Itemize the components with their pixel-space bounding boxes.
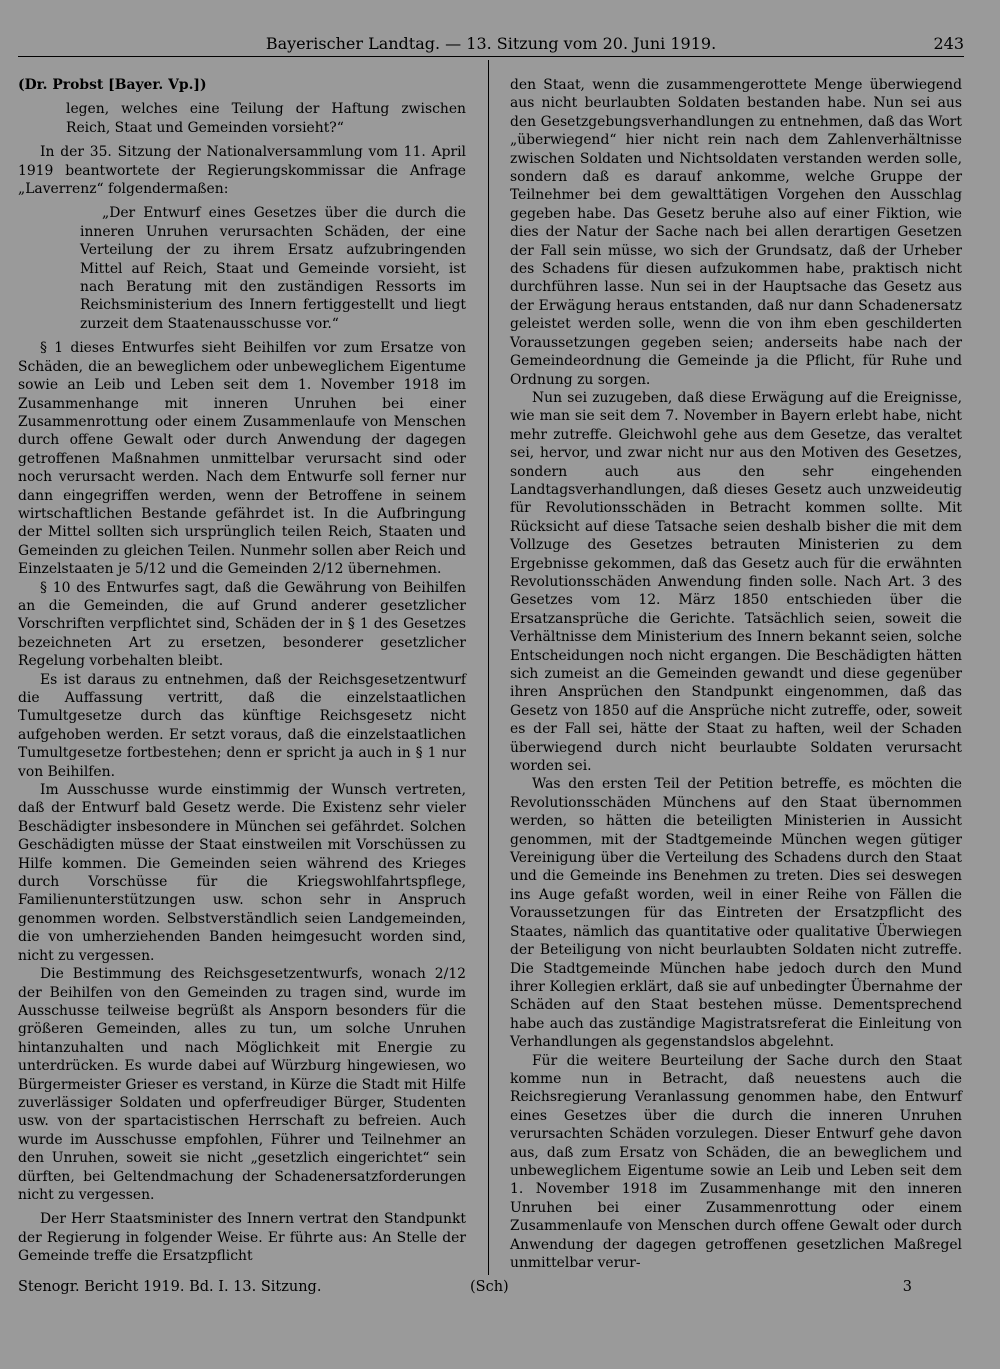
running-title: Bayerischer Landtag. — 13. Sitzung vom 20. Juni 1919. (265, 34, 717, 53)
page-header (18, 32, 964, 57)
paragraph: Der Herr Staatsminister des Innern vertrat den Standpunkt der Regierung in folgender Weise. Er führte aus: An Stelle der Gemeinde treffe die Ersatzpflicht (18, 1211, 466, 1265)
footer-printer-mark: (Sch) (470, 1279, 509, 1295)
page-number: 243 (933, 34, 964, 53)
paragraph: § 1 dieses Entwurfes sieht Beihilfen vor zum Ersatze von Schäden, die an beweglichem oder unbeweglichem Eigentume sowie an Leib und Leben seit dem 1. November 1918 im Zusammenhange mit inneren Unruhen bei einer Zusammenrottung oder einem Zusammenlaufe von Menschen durch offene Gewalt oder durch Anwendung der dagegen getroffenen Maßnahmen unmittelbar verursacht sind oder noch verursacht werden. Nach dem Entwurfe soll ferner nur dann eingegriffen werden, wenn der Betroffene in seinem wirtschaftlichen Bestande gefährdet ist. In die Aufbringung der Mittel sollten sich ursprünglich teilen Reich, Staaten und Gemeinden zu gleichen Teilen. Nunmehr sollen aber Reich und Einzelstaaten je 5/12 und die Gemeinden 2/12 übernehmen. (18, 340, 466, 578)
paragraph: den Staat, wenn die zusammengerottete Menge überwiegend aus nicht beurlaubten Soldaten bestanden habe. Nun sei aus den Gesetzgebungsverhandlungen zu entnehmen, daß das Wort „überwiegend“ hier nicht rein nach dem Zahlenverhältnisse zwischen Soldaten und Nichtsoldaten verstanden werden solle, sondern daß es darauf ankomme, welche Gruppe der Teilnehmer bei dem gewalttätigen Vorgehen den Ausschlag gegeben habe. Das Gesetz beruhe also auf einer Fiktion, wie dies der Natur der Sache nach bei allen derartigen Gesetzen der Fall sein müsse, wo sich der Grundsatz, daß der Urheber des Schadens für diesen aufzukommen habe, praktisch nicht durchführen lasse. Nun sei in der Hauptsache das Gesetz aus der Erwägung heraus entstanden, daß nur dann Schadenersatz geleistet werden solle, wenn die von ihm eben geschilderten Voraussetzungen gegeben seien; anderseits habe nach der Gemeindeordnung die Gemeinde ja die Pflicht, für Ruhe und Ordnung zu sorgen. (510, 77, 962, 388)
footer-signature: 3 (902, 1279, 912, 1295)
column-divider (488, 60, 489, 1275)
paragraph: Es ist daraus zu entnehmen, daß der Reichsgesetzentwurf die Auffassung vertritt, daß die einzelstaatlichen Tumultgesetze durch das künftige Reichsgesetz nicht aufgehoben werden. Er setzt voraus, daß die einzelstaatlichen Tumultgesetze fortbestehen; denn er spricht ja auch in § 1 nur von Beihilfen. (18, 671, 466, 780)
paragraph: § 10 des Entwurfes sagt, daß die Gewährung von Beihilfen an die Gemeinden, die auf Grund anderer gesetzlicher Vorschriften verpflichtet sind, Schäden der in § 1 des Gesetzes bezeichneten Art zu ersetzen, besonderer gesetzlicher Regelung vorbehalten bleibt. (18, 579, 466, 670)
left-column (18, 76, 466, 1266)
paragraph: In der 35. Sitzung der Nationalversammlung vom 11. April 1919 beantwortete der Regierungskommissar die Anfrage „Laverrenz“ folgendermaßen: (18, 144, 466, 198)
page-footer (18, 1279, 964, 1303)
paragraph: legen, welches eine Teilung der Haftung zwischen Reich, Staat und Gemeinden vorsieht?“ (66, 101, 466, 136)
paragraph: Nun sei zuzugeben, daß diese Erwägung auf die Ereignisse, wie man sie seit dem 7. November in Bayern erlebt habe, nicht mehr zutreffe. Gleichwohl gehe aus dem Gesetze, das veraltet sei, hervor, und zwar nicht nur aus den Motiven des Gesetzes, sondern auch aus den sehr eingehenden Landtagsverhandlungen, daß dieses Gesetz auch unzweideutig für Revolutionsschäden in Betracht kommen sollte. Mit Rücksicht auf diese Tatsache seien deshalb bisher die mit dem Vollzuge des Gesetzes betrauten Ministerien zu dem Ergebnisse gekommen, daß das Gesetz auch für die erwähnten Revolutionsschäden Anwendung finden solle. Nach Art. 3 des Gesetzes vom 12. März 1850 entschieden über die Ersatzansprüche die Gerichte. Tatsächlich seien, soweit die Verhältnisse dem Ministerium des Innern bekannt seien, solche Entscheidungen noch nicht ergangen. Die Beschädigten hätten sich zumeist an die Gemeinden gewandt und diese gegenüber ihren Ansprüchen den Standpunkt eingenommen, daß das Gesetz von 1850 auf die Ansprüche nicht zutreffe, oder, soweit es der Fall sei, hätte der Staat zu haften, weil der Schaden überwiegend durch nicht beurlaubte Soldaten verursacht worden sei. (510, 389, 962, 775)
quoted-statement: „Der Entwurf eines Gesetzes über die durch die inneren Unruhen verursachten Schäden, der eine Verteilung der zu ihrem Ersatz aufzubringenden Mittel auf Reich, Staat und Gemeinde vorsieht, ist nach Beratung mit den zuständigen Ressorts im Reichsministerium des Innern fertiggestellt und liegt zurzeit dem Staatenausschusse vor.“ (80, 205, 466, 332)
speaker-label: (Dr. Probst [Bayer. Vp.]) (18, 77, 207, 93)
right-column (510, 76, 962, 1272)
paragraph: Die Bestimmung des Reichsgesetzentwurfs, wonach 2/12 der Beihilfen von den Gemeinden zu tragen sind, wurde im Ausschusse teilweise begrüßt als Ansporn besonders für die größeren Gemeinden, alles zu tun, um solche Unruhen hintanzuhalten und nach Möglichkeit mit Energie zu unterdrücken. Es wurde dabei auf Würzburg hingewiesen, wo Bürgermeister Grieser es verstand, in Kürze die Stadt mit Hilfe zuverlässiger Soldaten und opferfreudiger Bürger, Studenten usw. von der spartacistischen Herrschaft zu befreien. Auch wurde im Ausschusse empfohlen, Führer und Teilnehmer an den Unruhen, soweit sie nicht „gesetzlich eingerichtet“ sein dürften, bei Geltendmachung der Schadenersatzforderungen nicht zu vergessen. (18, 966, 466, 1203)
footer-source: Stenogr. Bericht 1919. Bd. I. 13. Sitzung. (18, 1279, 322, 1295)
paragraph: Für die weitere Beurteilung der Sache durch den Staat komme nun in Betracht, daß neuestens auch die Reichsregierung Veranlassung genommen habe, den Entwurf eines Gesetzes über die durch die inneren Unruhen verursachten Schäden vorzulegen. Dieser Entwurf gehe davon aus, daß zum Ersatz von Schäden, die an beweglichem und unbeweglichem Eigentume sowie an Leib und Leben seit dem 1. November 1918 im Zusammenhange mit den inneren Unruhen bei einer Zusammenrottung oder einem Zusammenlaufe von Menschen durch offene Gewalt oder durch Anwendung der dagegen getroffenen gesetzlichen Maßregel unmittelbar verur- (510, 1052, 962, 1271)
paragraph: Im Ausschusse wurde einstimmig der Wunsch vertreten, daß der Entwurf bald Gesetz werde. Die Existenz sehr vieler Beschädigter insbesondere in München sei gefährdet. Solchen Geschädigten müsse der Staat einstweilen mit Vorschüssen zu Hilfe kommen. Die Gemeinden seien während des Krieges durch Vorschüsse für die Kriegswohlfahrtspflege, Familienunterstützungen usw. schon sehr in Anspruch genommen worden. Selbstverständlich seien Landgemeinden, die von umherziehenden Banden heimgesucht worden sind, nicht zu vergessen. (18, 782, 466, 964)
paragraph: Was den ersten Teil der Petition betreffe, es möchten die Revolutionsschäden Münchens auf den Staat übernommen werden, so hätten die beteiligten Ministerien in Aussicht genommen, mit der Stadtgemeinde München wegen gütiger Vereinigung über die Verteilung des Schadens durch den Staat und die Gemeinde ins Benehmen zu treten. Dies sei deswegen ins Auge gefaßt worden, weil in einer Reihe von Fällen die Voraussetzungen für das Eintreten der Ersatzpflicht des Staates, nämlich das quantitative oder qualitative Überwiegen der Beteiligung von nicht beurlaubten Soldaten nicht zutreffe. Die Stadtgemeinde München habe jedoch durch den Mund ihrer Kollegien erklärt, daß sie auf unbedingter Übernahme der Schäden auf den Staat bestehen müsse. Dementsprechend habe auch das zuständige Magistratsreferat die Einleitung von Verhandlungen als gegenstandslos abgelehnt. (510, 776, 962, 1051)
